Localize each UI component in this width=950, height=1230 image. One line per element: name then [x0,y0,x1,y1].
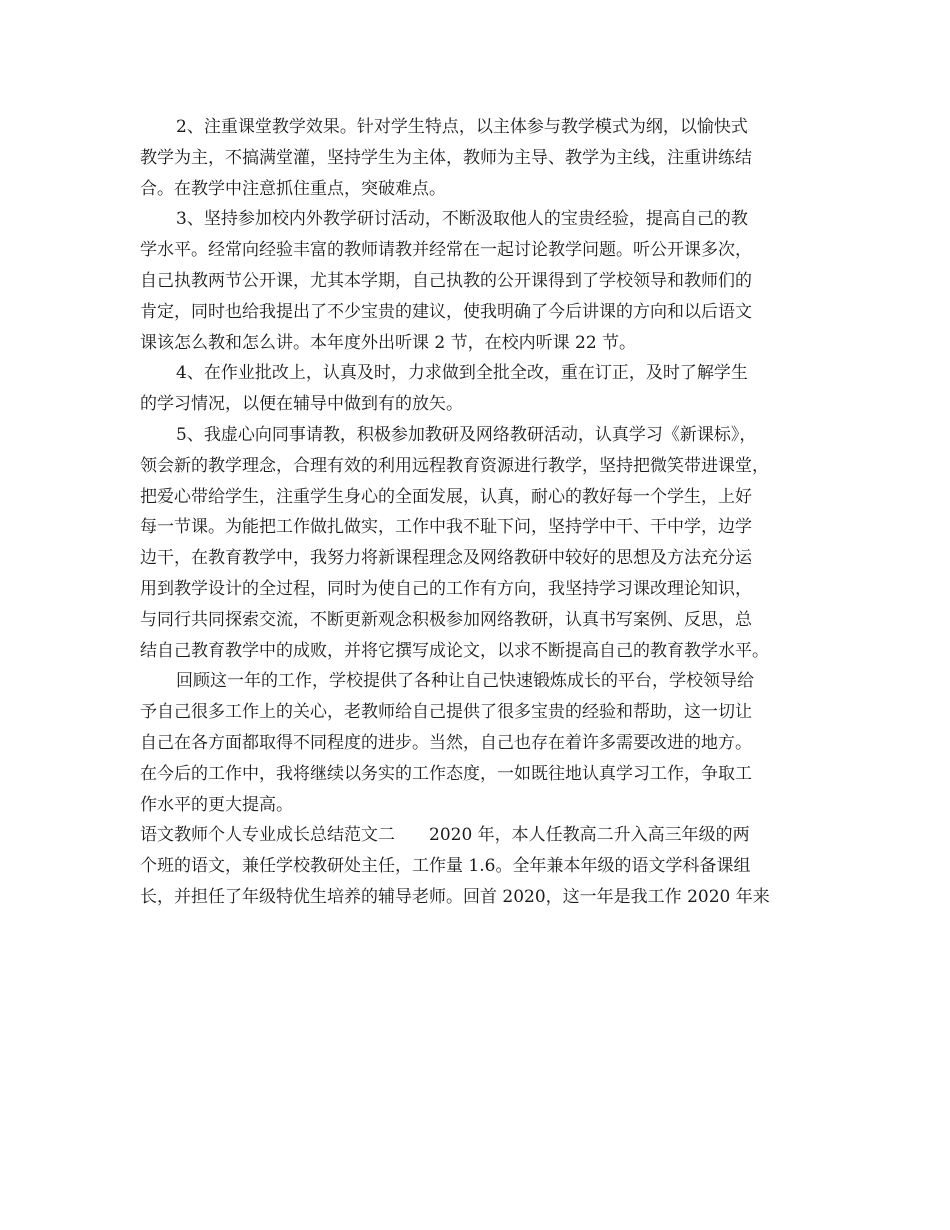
paragraph-3-line-1: 3、坚持参加校内外教学研讨活动，不断汲取他人的宝贵经验，提高自己的教 [176,209,748,230]
paragraph-5-line-5: 边干，在教育教学中，我努力将新课程理念及网络教研中较好的思想及方法充分运 [140,548,752,569]
paragraph-4-line-1: 4、在作业批改上，认真及时，力求做到全批全改，重在订正，及时了解学生 [176,363,748,384]
section-two-line-1: 语文教师个人专业成长总结范文二 2020 年，本人任教高二升入高三年级的两 [140,825,750,846]
paragraph-5-line-1: 5、我虚心向同事请教，积极参加教研及网络教研活动，认真学习《新课标》， [176,424,757,445]
paragraph-5-line-2: 领会新的教学理念，合理有效的利用远程教育资源进行教学，坚持把微笑带进课堂， [140,455,769,476]
section-two-line-2: 个班的语文，兼任学校教研处主任，工作量 1.6。全年兼本年级的语文学科备课组 [140,856,751,877]
paragraph-3-line-2: 学水平。经常向经验丰富的教师请教并经常在一起讨论教学问题。听公开课多次， [140,240,752,261]
paragraph-5-line-4: 每一节课。为能把工作做扎做实，工作中我不耻下问，坚持学中干、干中学，边学 [140,517,752,538]
paragraph-5-line-7: 与同行共同探索交流，不断更新观念积极参加网络教研，认真书写案例、反思，总 [140,609,752,630]
paragraph-2-line-3: 合。在教学中注意抓住重点，突破难点。 [140,178,446,199]
paragraph-3-line-5: 课该怎么教和怎么讲。本年度外出听课 2 节，在校内听课 22 节。 [140,332,637,353]
paragraph-4-line-2: 的学习情况，以便在辅导中做到有的放矢。 [140,394,463,415]
paragraph-5-line-8: 结自己教育教学中的成败，并将它撰写成论文，以求不断提高自己的教育教学水平。 [140,640,769,661]
paragraph-3-line-3: 自己执教两节公开课，尤其本学期，自己执教的公开课得到了学校领导和教师们的 [140,270,752,291]
paragraph-5-line-6: 用到教学设计的全过程，同时为使自己的工作有方向，我坚持学习课改理论知识， [140,578,752,599]
paragraph-review-line-4: 在今后的工作中，我将继续以务实的工作态度，一如既往地认真学习工作，争取工 [140,763,752,784]
paragraph-review-line-5: 作水平的更大提高。 [140,794,293,815]
paragraph-5-line-3: 把爱心带给学生，注重学生身心的全面发展，认真，耐心的教好每一个学生，上好 [140,486,752,507]
paragraph-review-line-2: 予自己很多工作上的关心，老教师给自己提供了很多宝贵的经验和帮助，这一切让 [140,702,752,723]
section-two-line-3: 长，并担任了年级特优生培养的辅导老师。回首 2020，这一年是我工作 2020 年来 [140,886,770,907]
document-body [140,112,830,913]
paragraph-review-line-1: 回顾这一年的工作，学校提供了各种让自己快速锻炼成长的平台，学校领导给 [176,671,754,692]
paragraph-review-line-3: 自己在各方面都取得不同程度的进步。当然，自己也存在着许多需要改进的地方。 [140,732,752,753]
paragraph-3-line-4: 肯定，同时也给我提出了不少宝贵的建议，使我明确了今后讲课的方向和以后语文 [140,301,752,322]
paragraph-2-line-2: 教学为主，不搞满堂灌，坚持学生为主体，教师为主导、教学为主线，注重讲练结 [140,147,752,168]
paragraph-2-line-1: 2、注重课堂教学效果。针对学生特点，以主体参与教学模式为纲，以愉快式 [176,117,748,137]
